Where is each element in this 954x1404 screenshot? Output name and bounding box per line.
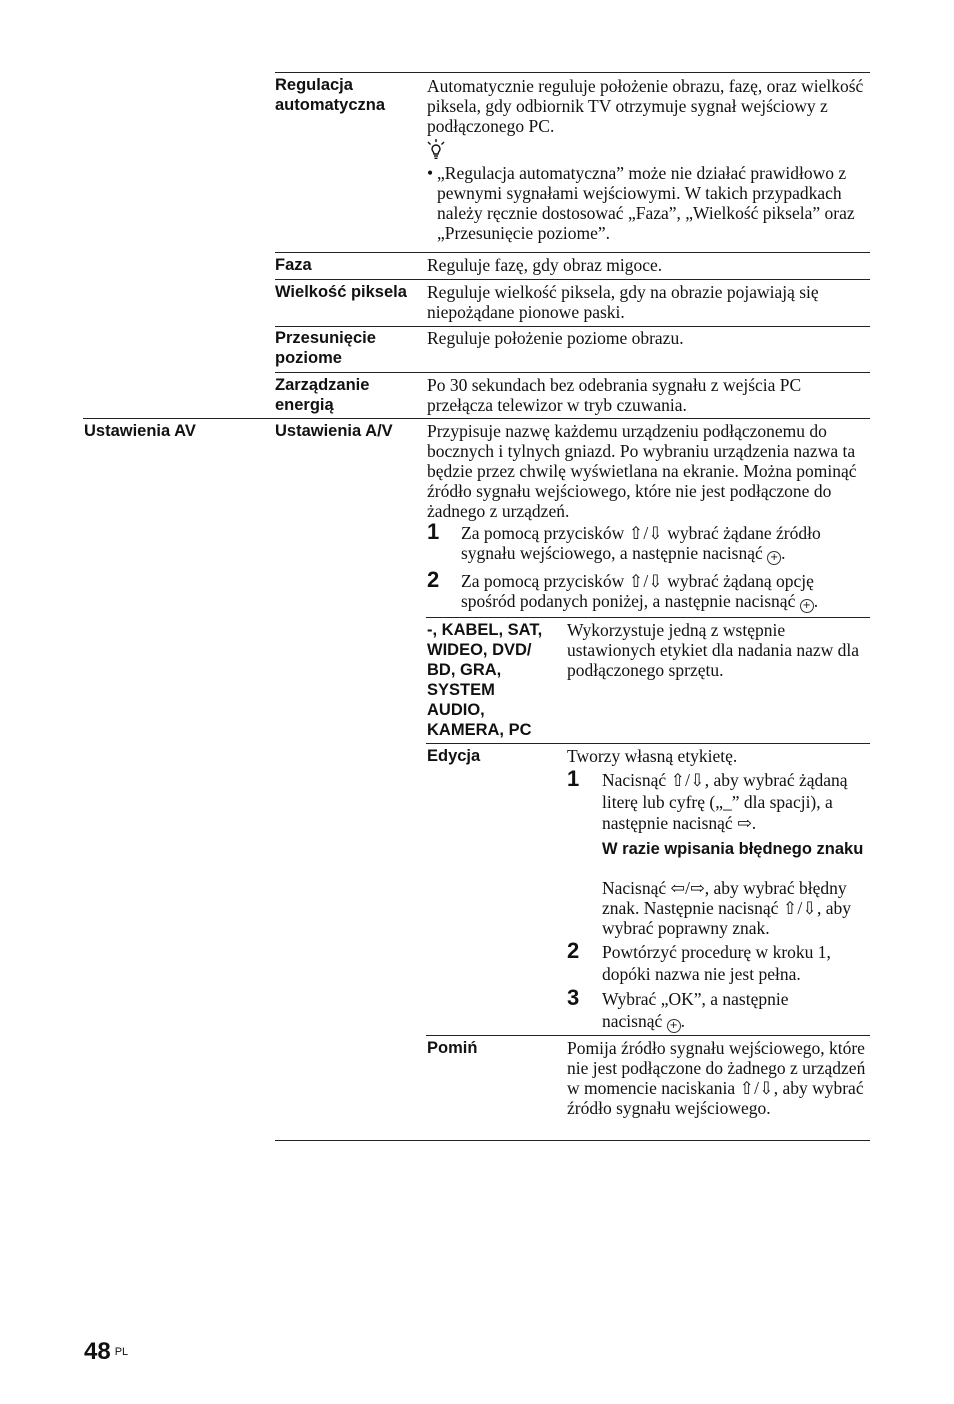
- row-text-h-shift: Reguluje położenie poziome obrazu.: [427, 328, 684, 348]
- tip-text: „Regulacja automatyczna” może nie działać prawidłowo z pewnymi sygnałami wejściowymi. W takich przypadkach należy ręcznie dostosować „Faza”, „Wielkość piksela” oraz „Przesunięcie poziome”.: [437, 163, 855, 243]
- row-label-auto-adjust: Regulacja automatyczna: [275, 76, 386, 114]
- row-label-pixel-size: Wielkość piksela: [275, 283, 407, 301]
- rule-power: [275, 372, 870, 373]
- rule-pixel: [275, 279, 870, 280]
- step-text: Wybrać „OK”, a następnie nacisnąć + .: [602, 989, 789, 1031]
- step-text: Powtórzyć procedurę w kroku 1, dopóki nazwa nie jest pełna.: [602, 942, 831, 984]
- tip-bullet: •: [427, 163, 434, 183]
- sub-text-presets: Wykorzystuje jedną z wstępnie ustawionych etykiet dla nadania nazw dla podłączonego sprzętu.: [567, 620, 860, 680]
- sub-text-skip: Pomija źródło sygnału wejściowego, które nie jest podłączone do żadnego z urządzeń w momencie naciskania ⇧/⇩, aby wybrać źródło sygnału wejściowego.: [567, 1038, 866, 1118]
- rule-shift: [275, 326, 870, 327]
- rule-edit: [426, 743, 870, 744]
- lightbulb-tip-icon: [426, 138, 446, 165]
- step-text: Za pomocą przycisków ⇧/⇩ wybrać żądaną opcję spośród podanych poniżej, a następnie nacisnąć + .: [461, 571, 819, 611]
- step-text: Nacisnąć ⇧/⇩, aby wybrać żądaną literę lub cyfrę („_” dla spacji), a następnie nacisnąć ⇨.: [602, 770, 848, 833]
- table-bottom-rule: [275, 1140, 870, 1141]
- rule-faza: [275, 252, 870, 253]
- step-number: 1: [567, 766, 580, 791]
- sub-label-presets: -, KABEL, SAT, WIDEO, DVD/ BD, GRA, SYSTEM AUDIO, KAMERA, PC: [427, 621, 543, 739]
- enter-button-icon: +: [800, 599, 814, 613]
- table-top-rule: [275, 72, 870, 73]
- row-text-power-mgmt: Po 30 sekundach bez odebrania sygnału z wejścia PC przełącza telewizor w tryb czuwania.: [427, 375, 802, 415]
- sub-text-edit: Tworzy własną etykietę.: [567, 746, 738, 766]
- row-label-h-shift: Przesunięcie poziome: [275, 329, 376, 367]
- rule-presets: [426, 617, 870, 618]
- row-label-av-setup: Ustawienia A/V: [275, 422, 393, 440]
- step-number: 2: [427, 567, 440, 592]
- category-label-av-settings: Ustawienia AV: [84, 422, 196, 440]
- step-text: Za pomocą przycisków ⇧/⇩ wybrać żądane źródło sygnału wejściowego, a następnie nacisnąć + .: [461, 523, 821, 563]
- row-text-pixel-size: Reguluje wielkość piksela, gdy na obrazie pojawiają się niepożądane pionowe paski.: [427, 282, 819, 322]
- row-label-phase: Faza: [275, 256, 312, 274]
- row-label-power-mgmt: Zarządzanie energią: [275, 376, 370, 414]
- rule-av: [83, 418, 870, 419]
- sub-label-skip: Pomiń: [427, 1039, 478, 1057]
- sub-label-edit: Edycja: [427, 747, 481, 765]
- row-text-auto-adjust: Automatycznie reguluje położenie obrazu, fazę, oraz wielkość piksela, gdy odbiornik TV otrzymuje sygnał wejściowy z podłączonego PC.: [427, 76, 864, 136]
- row-text-phase: Reguluje fazę, gdy obraz migoce.: [427, 255, 663, 275]
- page-number: 48 $^{PL}$: [84, 1338, 129, 1365]
- enter-button-icon: +: [667, 1019, 681, 1033]
- step-number: 2: [567, 938, 580, 963]
- av-intro-text: Przypisuje nazwę każdemu urządzeniu podłączonemu do bocznych i tylnych gniazd. Po wybraniu urządzenia nazwa ta będzie przez chwilę wyświetlana na ekranie. Można pominąć źródło sygnału wejściowego, które nie jest podłączone do żadnego z urządzeń.: [427, 421, 857, 521]
- enter-button-icon: +: [767, 551, 781, 565]
- step-number: 3: [567, 985, 580, 1010]
- step-number: 1: [427, 519, 440, 544]
- rule-skip: [426, 1035, 870, 1036]
- error-heading: W razie wpisania błędnego znaku: [602, 840, 864, 858]
- language-code: PL: [114, 1346, 129, 1358]
- error-text: Nacisnąć ⇦/⇨, aby wybrać błędny znak. Następnie nacisnąć ⇧/⇩, aby wybrać poprawny znak.: [602, 878, 851, 938]
